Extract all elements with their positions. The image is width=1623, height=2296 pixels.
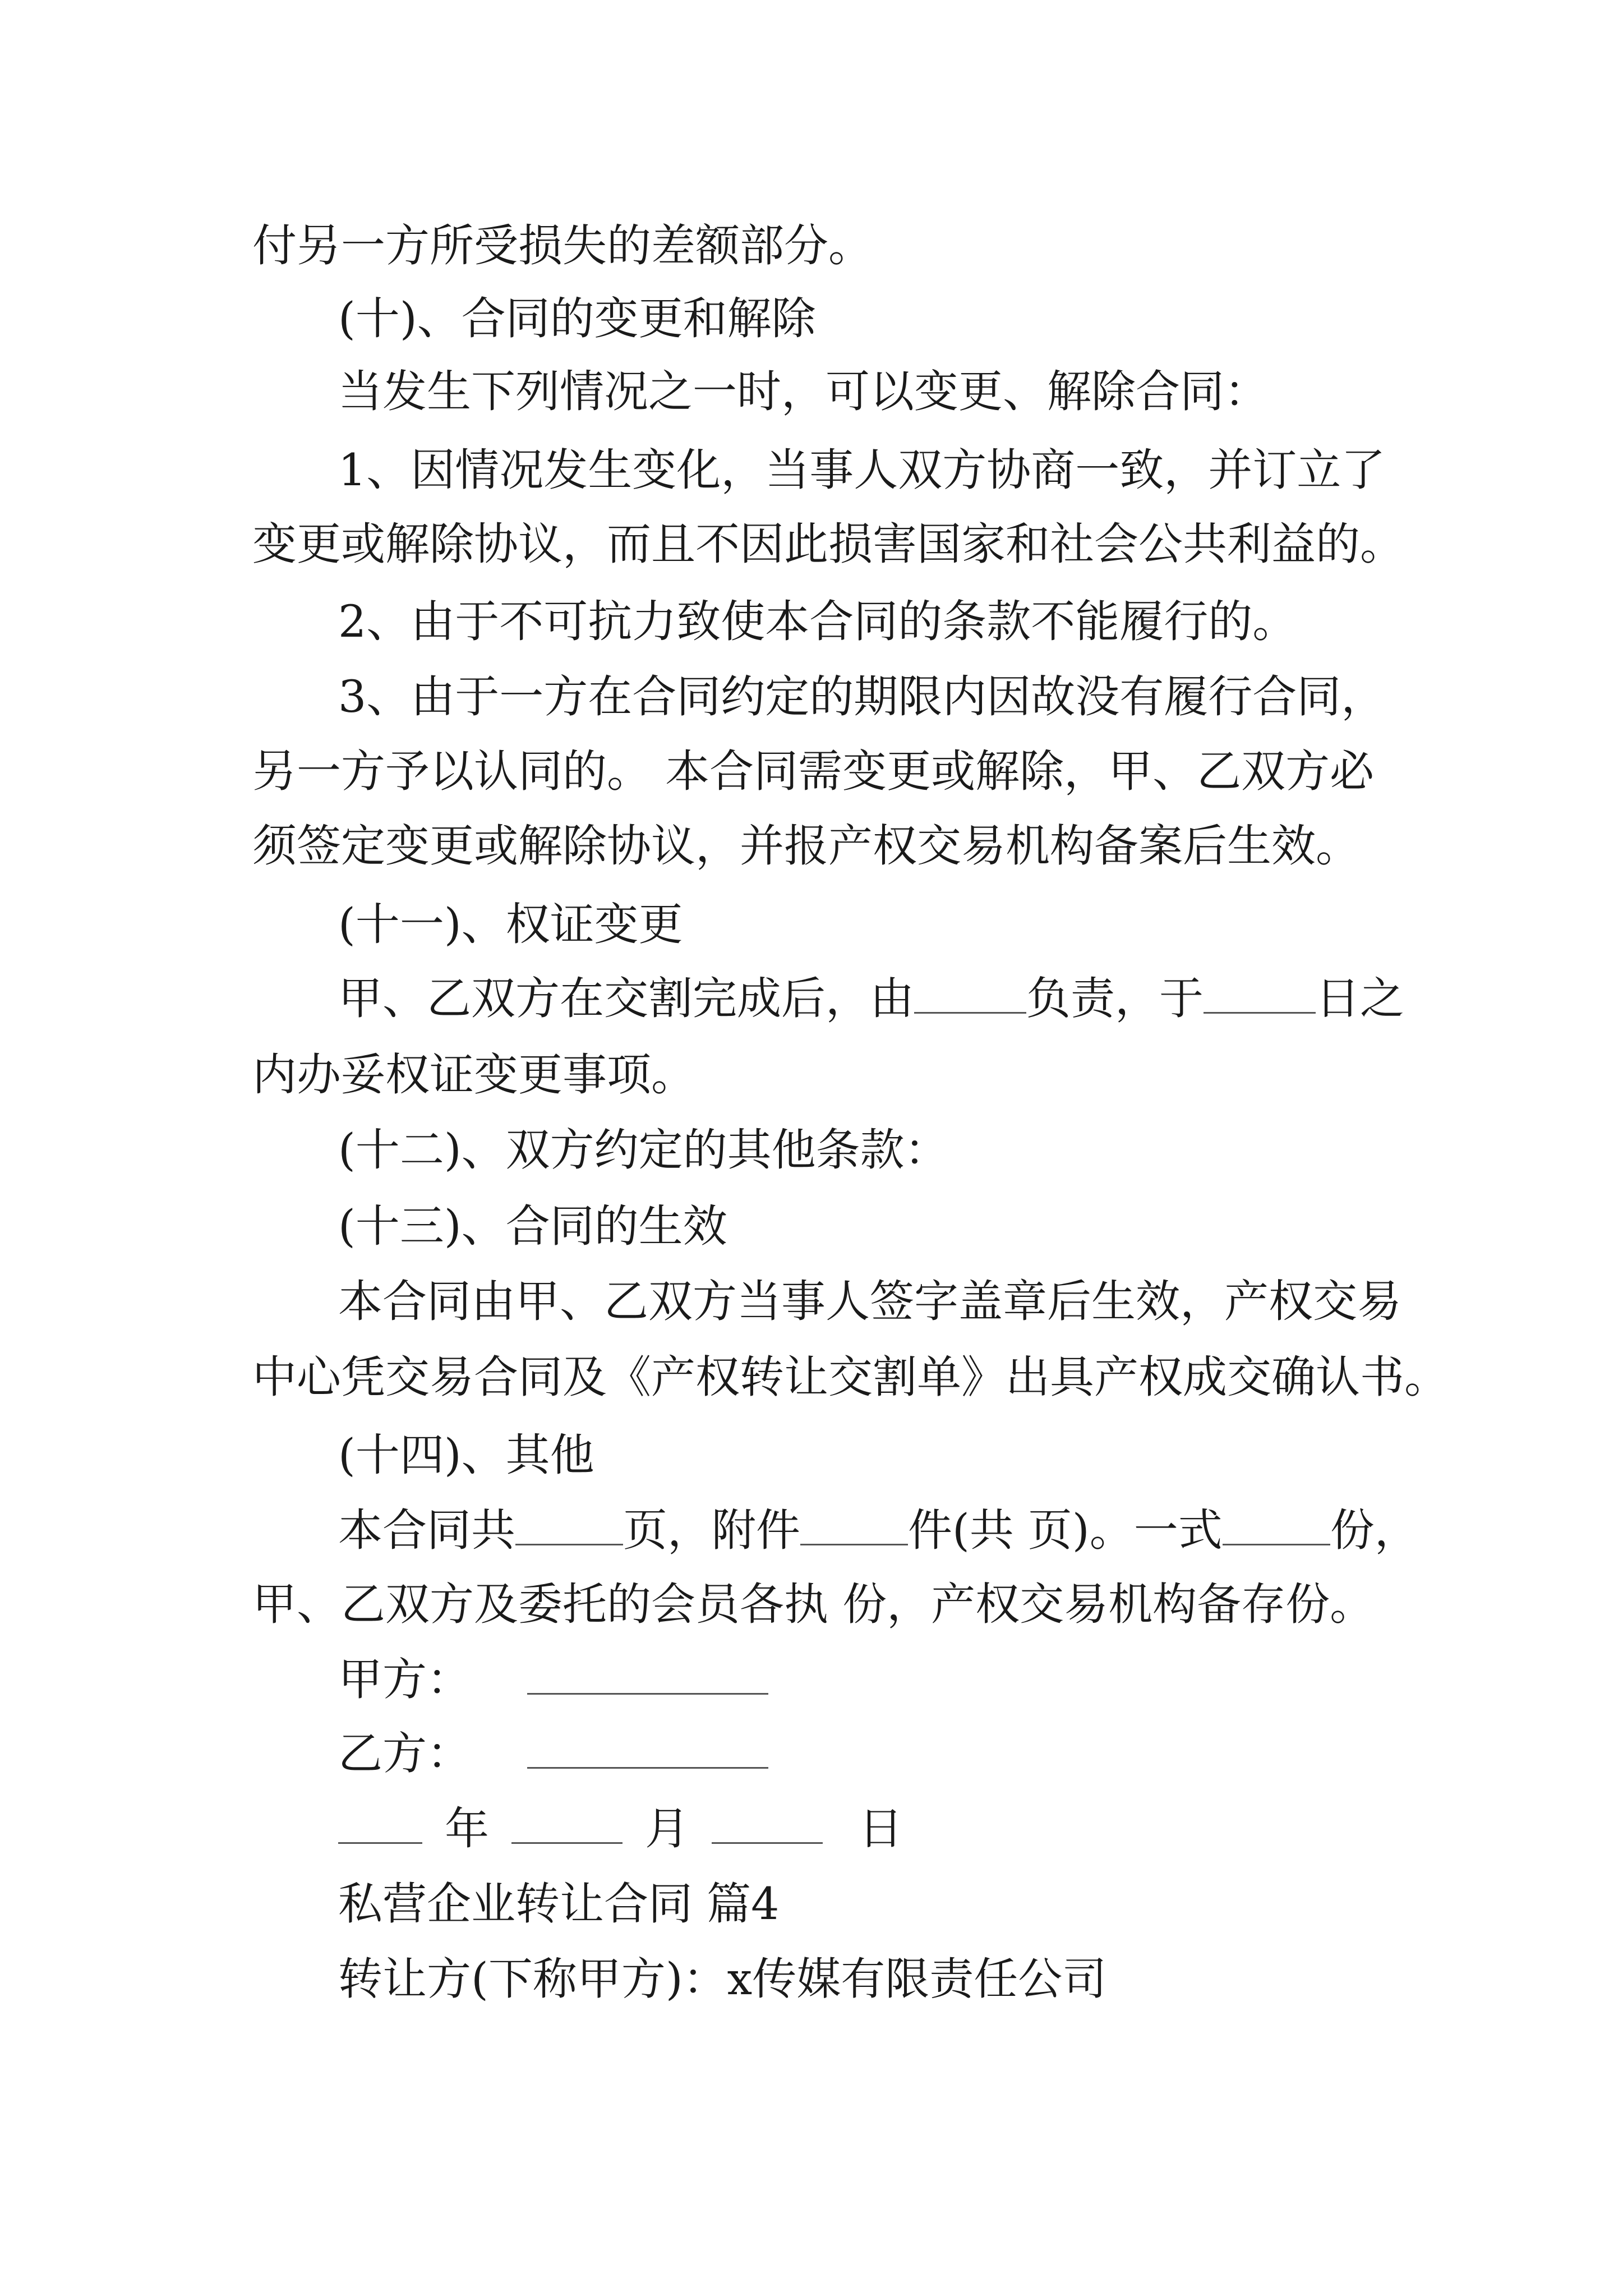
text-line-15: 中心凭交易合同及《产权转让交割单》出具产权成交确认书。 xyxy=(252,1351,1449,1403)
warrant-change-text-2: 负责，于 xyxy=(1026,973,1204,1024)
day-label: 日 xyxy=(859,1803,903,1855)
date-line xyxy=(338,1801,903,1857)
month-blank[interactable] xyxy=(511,1805,623,1844)
section-heading-12: (十二)、双方约定的其他条款： xyxy=(338,1124,949,1176)
page-count-text-3: 件(共 页)。一式 xyxy=(908,1504,1223,1556)
section-heading-14: (十四)、其他 xyxy=(338,1429,594,1481)
warrant-change-text-3: 日之 xyxy=(1316,973,1404,1024)
text-line-6: 2、由于不可抗力致使本合同的条款不能履行的。 xyxy=(338,596,1297,647)
year-label: 年 xyxy=(445,1803,489,1855)
page-count-blank[interactable] xyxy=(515,1507,623,1545)
responsible-party-blank[interactable] xyxy=(914,975,1026,1014)
party-b-signature-blank[interactable] xyxy=(527,1730,768,1769)
party-b-signature-line xyxy=(338,1726,768,1782)
page-count-text-2: 页，附件 xyxy=(623,1504,800,1556)
section-heading-10: (十)、合同的变更和解除 xyxy=(338,293,816,344)
warrant-change-text-1: 甲、乙双方在交割完成后，由 xyxy=(338,973,914,1024)
contract-title-4: 私营企业转让合同 篇4 xyxy=(338,1878,780,1930)
copies-count-blank[interactable] xyxy=(1223,1507,1330,1545)
party-a-signature-blank[interactable] xyxy=(527,1656,768,1695)
attachment-count-blank[interactable] xyxy=(800,1507,908,1545)
transferor-line: 转让方(下称甲方)：x传媒有限责任公司 xyxy=(338,1953,1107,2005)
text-line-7: 3、由于一方在合同约定的期限内因故没有履行合同， xyxy=(338,671,1386,723)
page-count-text-1: 本合同共 xyxy=(338,1504,515,1556)
text-line-4-content: 1、因情况发生变化，当事人双方协商一致，并订立了 xyxy=(338,444,1386,496)
deadline-days-blank[interactable] xyxy=(1204,975,1316,1014)
section-heading-13: (十三)、合同的生效 xyxy=(338,1200,727,1252)
party-a-signature-line xyxy=(338,1651,768,1708)
text-line-9: 须签定变更或解除协议，并报产权交易机构备案后生效。 xyxy=(252,820,1360,872)
year-blank[interactable] xyxy=(338,1805,422,1844)
text-line-4 xyxy=(338,442,1386,498)
text-line-11: 内办妥权证变更事项。 xyxy=(252,1049,695,1101)
text-line-14: 本合同由甲、乙双方当事人签字盖章后生效，产权交易 xyxy=(338,1276,1401,1327)
page-count-line xyxy=(338,1502,1419,1558)
month-label: 月 xyxy=(645,1803,689,1855)
day-blank[interactable] xyxy=(712,1805,823,1844)
section-heading-11: (十一)、权证变更 xyxy=(338,899,683,950)
text-line-8: 另一方予以认同的。 本合同需变更或解除，甲、乙双方必 xyxy=(252,746,1375,797)
text-line-3: 当发生下列情况之一时，可以变更、解除合同： xyxy=(338,366,1269,417)
party-b-label: 乙方： xyxy=(338,1728,471,1779)
page-count-text-4: 份， xyxy=(1330,1504,1419,1556)
party-a-label: 甲方： xyxy=(338,1654,471,1705)
text-line-5: 变更或解除协议，而且不因此损害国家和社会公共利益的。 xyxy=(252,518,1404,570)
text-line-1: 付另一方所受损失的差额部分。 xyxy=(252,220,873,272)
warrant-change-line xyxy=(338,970,1404,1027)
text-line-17: 甲、乙双方及委托的会员各执 份，产权交易机构备存份。 xyxy=(252,1579,1375,1630)
